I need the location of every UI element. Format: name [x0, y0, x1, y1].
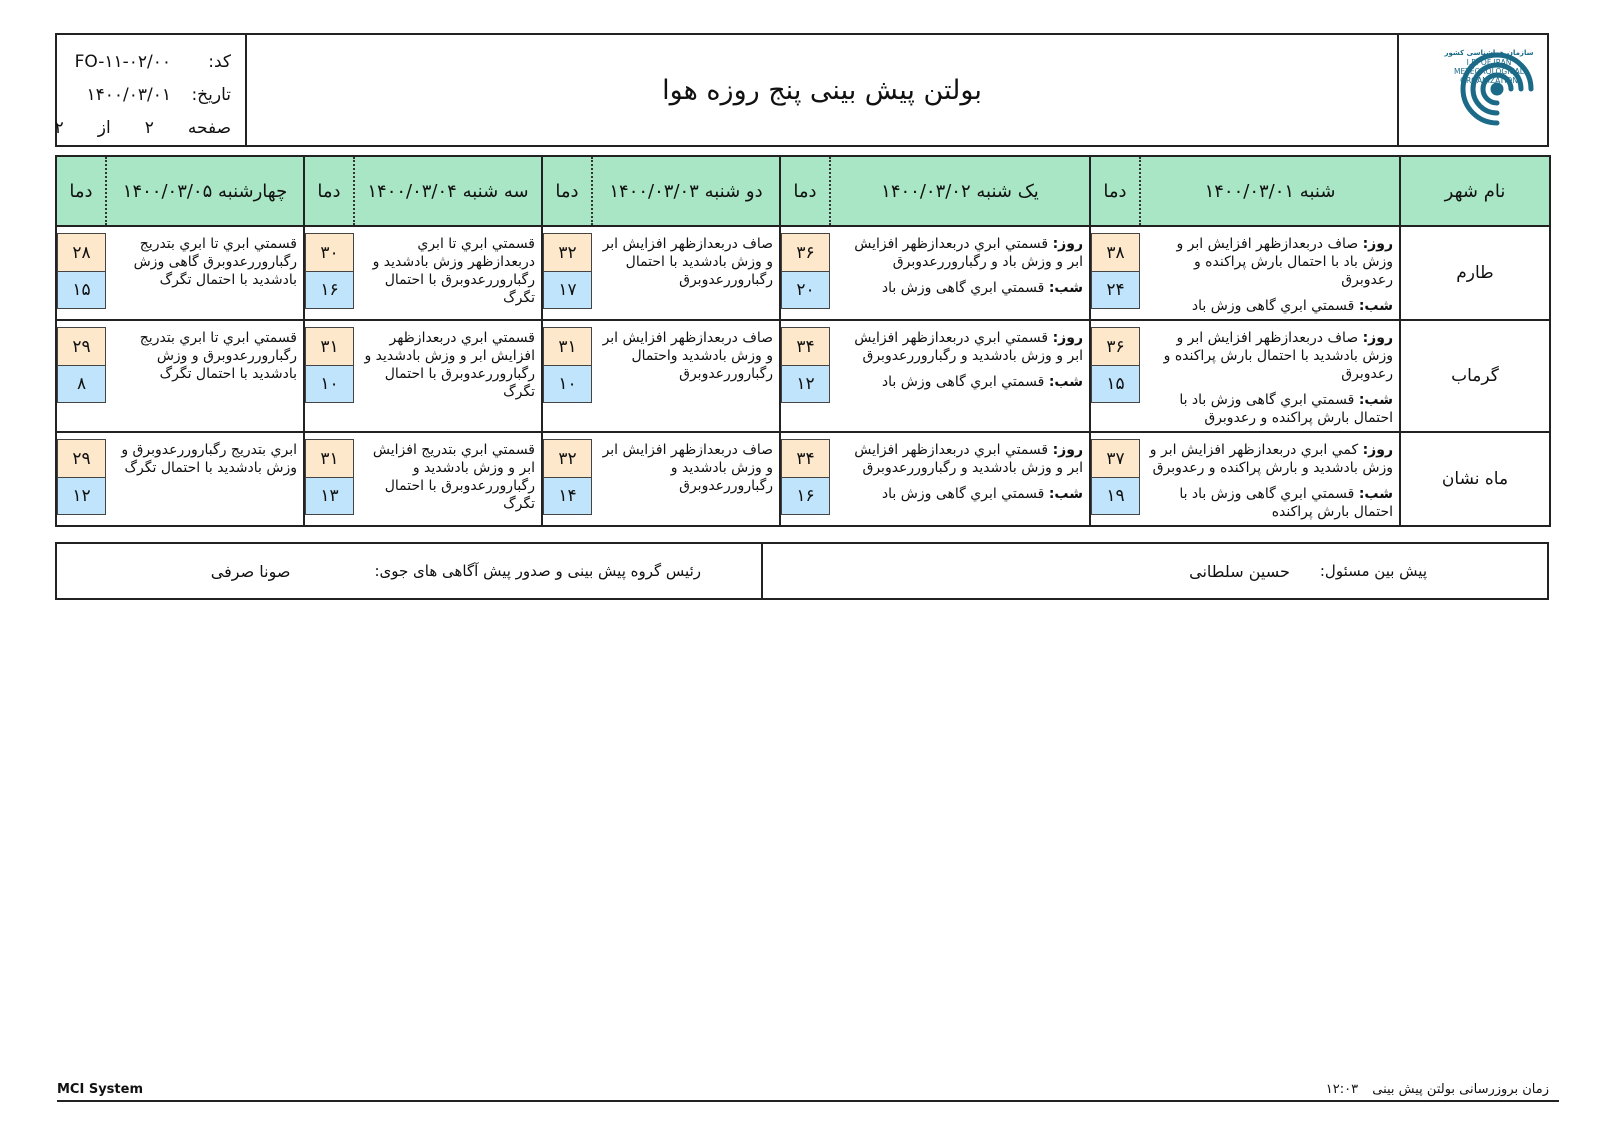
night-label: شب:: [1358, 486, 1393, 502]
forecaster-label: پیش بین مسئول:: [1319, 562, 1427, 580]
max-temperature: ۳۱: [543, 327, 592, 365]
day-forecast-text: صاف دربعدازظهر افزايش ابر و وزش باد با احتمال بارش پراکنده و رعدوبرق: [1176, 236, 1393, 288]
day-column-header: دو شنبه ۱۴۰۰/۰۳/۰۳: [592, 156, 780, 226]
night-forecast: [1146, 297, 1393, 315]
max-temperature: ۳۲: [543, 233, 592, 271]
max-temperature: ۳۱: [305, 439, 354, 477]
update-info: [1326, 1082, 1559, 1097]
logo-text-en-3: ORGANIZATION: [1460, 76, 1518, 85]
code-value: FO-۱۱-۰۲/۰۰: [74, 51, 171, 72]
temperature-cell: [56, 432, 106, 526]
temperature-cell: [780, 320, 830, 432]
date-row: [57, 78, 231, 111]
max-temperature: ۳۴: [781, 327, 830, 365]
day-forecast-text: قسمتي ابري دربعدازظهر افزايش ابر و وزش بادشديد و رگباروررعدوبرق: [854, 330, 1083, 364]
table-header-row: [56, 156, 1550, 226]
min-temperature: ۱۹: [1091, 477, 1140, 515]
logo: [1397, 35, 1547, 145]
min-temperature: ۱۴: [543, 477, 592, 515]
day-forecast: [1146, 441, 1393, 477]
page-row: [54, 111, 231, 144]
forecast-description: [354, 226, 542, 320]
night-forecast: [1146, 391, 1393, 427]
forecast-description: [830, 320, 1090, 432]
max-temperature: ۳۱: [305, 327, 354, 365]
forecast-description: [1140, 432, 1400, 526]
forecast-text: ابري بتدريج رگباروررعدوبرق و وزش بادشديد با احتمال تگرگ: [121, 442, 297, 476]
max-temperature: ۳۲: [543, 439, 592, 477]
forecast-text: قسمتي ابري دربعدازظهر افزايش ابر و وزش بادشديد و رگباروررعدوبرق با احتمال تگرگ: [364, 330, 535, 400]
min-temperature: ۱۶: [305, 271, 354, 309]
table-row: [56, 432, 1550, 526]
forecast-description: [106, 320, 304, 432]
city-name: گرماب: [1400, 320, 1550, 432]
max-temperature: ۳۷: [1091, 439, 1140, 477]
max-temperature: ۳۶: [781, 233, 830, 271]
min-temperature: ۱۲: [57, 477, 106, 515]
forecast-description: [592, 320, 780, 432]
group-head-section: [57, 544, 761, 598]
forecast-description: [354, 432, 542, 526]
day-label: روز:: [1362, 236, 1393, 252]
forecast-description: [830, 226, 1090, 320]
day-column-header: چهارشنبه ۱۴۰۰/۰۳/۰۵: [106, 156, 304, 226]
day-forecast: [836, 235, 1083, 271]
system-name: MCI System: [57, 1082, 143, 1097]
min-temperature: ۸: [57, 365, 106, 403]
night-label: شب:: [1358, 298, 1393, 314]
night-label: شب:: [1048, 374, 1083, 390]
max-temperature: ۲۸: [57, 233, 106, 271]
page-of: از: [97, 117, 111, 138]
temp-column-header: دما: [56, 156, 106, 226]
code-label: کد:: [208, 51, 231, 72]
forecast-description: [106, 432, 304, 526]
forecast-description: [354, 320, 542, 432]
night-label: شب:: [1358, 392, 1393, 408]
update-time: ۱۲:۰۳: [1325, 1082, 1359, 1097]
night-forecast: [836, 373, 1083, 391]
forecast-text: قسمتي ابري تا ابري دربعدازظهر وزش بادشديد و رگباروررعدوبرق با احتمال تگرگ: [372, 236, 535, 306]
date-label: تاریخ:: [191, 84, 231, 105]
max-temperature: ۳۰: [305, 233, 354, 271]
temperature-cell: [1090, 320, 1140, 432]
temperature-cell: [1090, 226, 1140, 320]
temperature-cell: [542, 226, 592, 320]
bulletin-meta: [54, 35, 247, 145]
forecast-text: قسمتي ابري بتدريج افزايش ابر و وزش بادشديد و رگباروررعدوبرق با احتمال تگرگ: [372, 442, 535, 512]
max-temperature: ۳۶: [1091, 327, 1140, 365]
day-forecast: [836, 441, 1083, 477]
logo-text-fa: سازمان هواشناسی کشور: [1444, 49, 1534, 57]
logo-text-en-2: METEOROLOGICAL: [1454, 67, 1524, 76]
day-column-header: شنبه ۱۴۰۰/۰۳/۰۱: [1140, 156, 1400, 226]
forecast-description: [106, 226, 304, 320]
city-column-header: نام شهر: [1400, 156, 1550, 226]
bulletin-title: بولتن پیش بینی پنج روزه هوا: [662, 74, 982, 106]
signature-box: [55, 542, 1549, 600]
day-forecast: [1146, 329, 1393, 383]
day-label: روز:: [1362, 442, 1393, 458]
temperature-cell: [542, 432, 592, 526]
forecast-text: صاف دربعدازظهر افزايش ابر و وزش بادشديد واحتمال رگباروررعدوبرق: [602, 330, 773, 382]
min-temperature: ۱۷: [543, 271, 592, 309]
day-forecast-text: قسمتي ابري دربعدازظهر افزايش ابر و وزش باد و رگباروررعدوبرق: [854, 236, 1083, 270]
day-label: روز:: [1052, 442, 1083, 458]
day-forecast: [1146, 235, 1393, 289]
forecast-body: [56, 226, 1550, 526]
logo-text: [1439, 49, 1539, 85]
update-label: زمان بروزرسانی بولتن پیش بینی: [1372, 1082, 1549, 1097]
forecast-description: [1140, 226, 1400, 320]
night-forecast: [1146, 485, 1393, 521]
forecast-text: قسمتي ابري تا ابري بتدريج رگباروررعدوبرق و وزش بادشديد با احتمال تگرگ: [139, 330, 297, 382]
temperature-cell: [542, 320, 592, 432]
group-head-name: صونا صرفی: [210, 561, 291, 581]
forecast-text: قسمتي ابري تا ابري بتدريج رگباروررعدوبرق گاهی وزش بادشديد با احتمال تگرگ: [133, 236, 297, 288]
forecast-table: [55, 155, 1551, 527]
night-forecast: [836, 279, 1083, 297]
night-forecast-text: قسمتي ابري گاهی وزش باد: [881, 486, 1045, 502]
temperature-cell: [780, 226, 830, 320]
page-footer: [57, 1080, 1559, 1102]
temp-column-header: دما: [542, 156, 592, 226]
max-temperature: ۳۸: [1091, 233, 1140, 271]
forecaster-name: حسین سلطانی: [1189, 561, 1290, 581]
day-forecast-text: صاف دربعدازظهر افزايش ابر و وزش بادشديد با احتمال بارش پراکنده و رعدوبرق: [1163, 330, 1393, 382]
min-temperature: ۱۰: [305, 365, 354, 403]
bulletin-header: [55, 33, 1549, 147]
forecast-description: [592, 226, 780, 320]
code-row: [57, 45, 231, 78]
temperature-cell: [780, 432, 830, 526]
day-forecast-text: كمي ابري دربعدازظهر افزايش ابر و وزش بادشديد و بارش پراکنده و رعدوبرق: [1149, 442, 1393, 476]
group-head-label: رئیس گروه پیش بینی و صدور پیش آگاهی های جوی:: [374, 562, 701, 580]
page-label: صفحه: [187, 117, 231, 138]
date-value: ۱۴۰۰/۰۳/۰۱: [86, 84, 171, 105]
night-label: شب:: [1048, 486, 1083, 502]
temperature-cell: [304, 432, 354, 526]
night-forecast-text: قسمتي ابري گاهی وزش باد با احتمال بارش پراکنده و رعدوبرق: [1179, 392, 1393, 426]
min-temperature: ۱۵: [1091, 365, 1140, 403]
temperature-cell: [1090, 432, 1140, 526]
night-forecast: [836, 485, 1083, 503]
max-temperature: ۲۹: [57, 327, 106, 365]
forecast-description: [830, 432, 1090, 526]
day-label: روز:: [1362, 330, 1393, 346]
temp-column-header: دما: [780, 156, 830, 226]
min-temperature: ۱۳: [305, 477, 354, 515]
table-row: [56, 320, 1550, 432]
forecast-description: [592, 432, 780, 526]
min-temperature: ۱۵: [57, 271, 106, 309]
logo-text-en-1: I.R. OF IRAN: [1466, 58, 1512, 67]
forecast-text: صاف دربعدازظهر افزايش ابر و وزش بادشديد با احتمال رگباروررعدوبرق: [602, 236, 773, 288]
max-temperature: ۲۹: [57, 439, 106, 477]
min-temperature: ۲۴: [1091, 271, 1140, 309]
night-forecast-text: قسمتي ابري گاهی وزش باد با احتمال بارش پراکنده: [1179, 486, 1393, 520]
temperature-cell: [304, 226, 354, 320]
night-forecast-text: قسمتي ابري گاهی وزش باد: [881, 280, 1045, 296]
page-total: ۲: [54, 117, 64, 138]
min-temperature: ۱۲: [781, 365, 830, 403]
day-forecast: [836, 329, 1083, 365]
temperature-cell: [56, 320, 106, 432]
forecaster-section: [761, 544, 1547, 598]
min-temperature: ۱۶: [781, 477, 830, 515]
forecast-description: [1140, 320, 1400, 432]
min-temperature: ۲۰: [781, 271, 830, 309]
day-column-header: یک شنبه ۱۴۰۰/۰۳/۰۲: [830, 156, 1090, 226]
temp-column-header: دما: [304, 156, 354, 226]
night-forecast-text: قسمتي ابري گاهی وزش باد: [881, 374, 1045, 390]
forecast-text: صاف دربعدازظهر افزايش ابر و وزش بادشديد و رگباروررعدوبرق: [602, 442, 773, 494]
max-temperature: ۳۴: [781, 439, 830, 477]
page-current: ۲: [144, 117, 154, 138]
table-row: [56, 226, 1550, 320]
day-forecast-text: قسمتي ابري دربعدازظهر افزايش ابر و وزش بادشديد و رگباروررعدوبرق: [854, 442, 1083, 476]
night-forecast-text: قسمتي ابري گاهی وزش باد: [1191, 298, 1355, 314]
day-label: روز:: [1052, 236, 1083, 252]
temperature-cell: [304, 320, 354, 432]
night-label: شب:: [1048, 280, 1083, 296]
city-name: طارم: [1400, 226, 1550, 320]
day-column-header: سه شنبه ۱۴۰۰/۰۳/۰۴: [354, 156, 542, 226]
min-temperature: ۱۰: [543, 365, 592, 403]
day-label: روز:: [1052, 330, 1083, 346]
temperature-cell: [56, 226, 106, 320]
city-name: ماه نشان: [1400, 432, 1550, 526]
temp-column-header: دما: [1090, 156, 1140, 226]
